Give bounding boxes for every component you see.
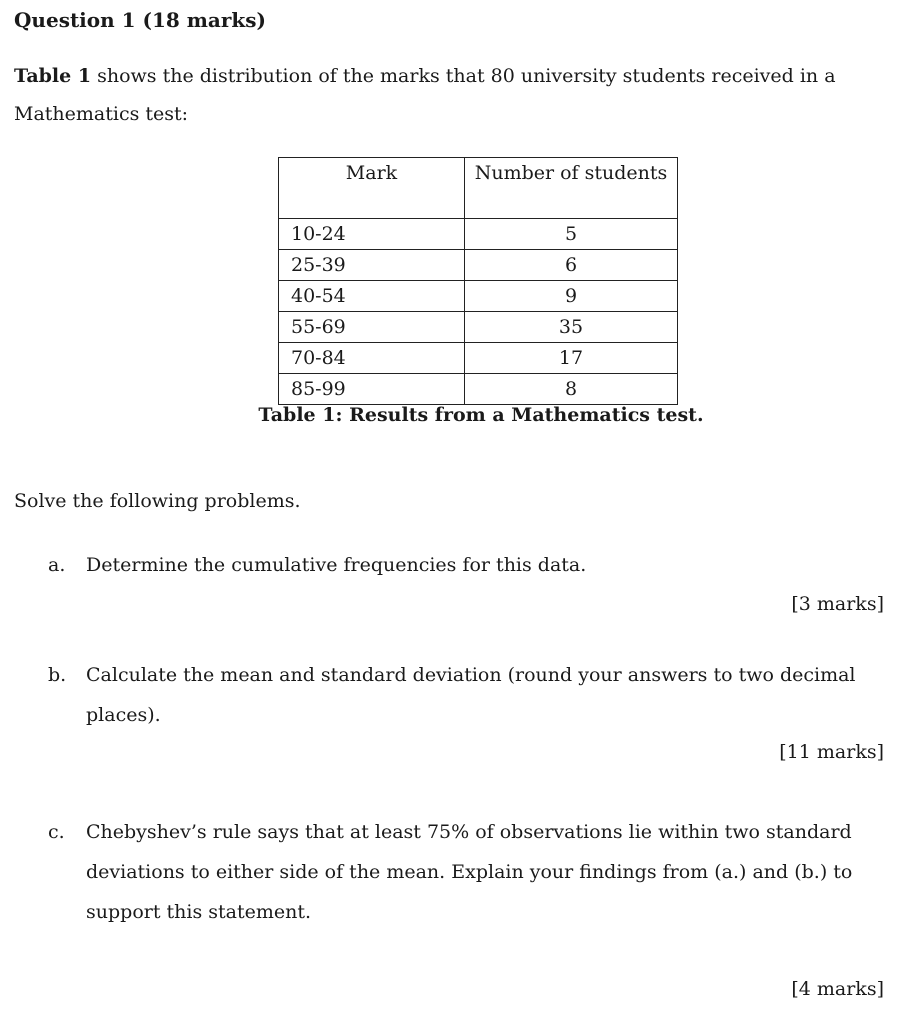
table-row	[279, 312, 678, 343]
intro-table-reference: Table 1	[14, 65, 92, 87]
problem-text: Calculate the mean and standard deviation (round your answers to two decimal places).	[86, 664, 856, 726]
intro-paragraph	[14, 57, 894, 133]
mark-cell: 55-69	[279, 312, 465, 343]
header-number-of-students: Number of students	[465, 158, 678, 219]
instruction-text: Solve the following problems.	[14, 490, 301, 512]
table-row	[279, 374, 678, 405]
question-title: Question 1 (18 marks)	[14, 8, 267, 32]
mark-cell: 40-54	[279, 281, 465, 312]
problem-c	[48, 812, 884, 932]
count-cell: 8	[465, 374, 678, 405]
problem-c-marks: [4 marks]	[791, 978, 884, 1000]
count-cell: 9	[465, 281, 678, 312]
header-mark: Mark	[279, 158, 465, 219]
mark-cell: 85-99	[279, 374, 465, 405]
mark-cell: 70-84	[279, 343, 465, 374]
count-cell: 6	[465, 250, 678, 281]
mark-cell: 25-39	[279, 250, 465, 281]
count-cell: 5	[465, 219, 678, 250]
table-row	[279, 281, 678, 312]
marks-distribution-table	[278, 157, 678, 405]
problem-letter: c.	[48, 821, 65, 843]
problem-a-marks: [3 marks]	[791, 593, 884, 615]
table-caption: Table 1: Results from a Mathematics test.	[258, 404, 704, 426]
intro-text: shows the distribution of the marks that 80 university students received in a Mathematics test:	[14, 65, 836, 125]
count-cell: 35	[465, 312, 678, 343]
problem-b-marks: [11 marks]	[779, 741, 884, 763]
mark-cell: 10-24	[279, 219, 465, 250]
problem-text: Determine the cumulative frequencies for this data.	[86, 554, 587, 576]
problem-letter: a.	[48, 554, 66, 576]
table-row	[279, 343, 678, 374]
table-row	[279, 250, 678, 281]
problem-letter: b.	[48, 664, 67, 686]
problem-b	[48, 655, 884, 735]
table-header-row	[279, 158, 678, 219]
problem-a	[48, 545, 884, 585]
problem-text: Chebyshev’s rule says that at least 75% of observations lie within two standard deviations to either side of the mean. Explain your findings from (a.) and (b.) to support this statement.	[86, 821, 853, 923]
table-row	[279, 219, 678, 250]
count-cell: 17	[465, 343, 678, 374]
